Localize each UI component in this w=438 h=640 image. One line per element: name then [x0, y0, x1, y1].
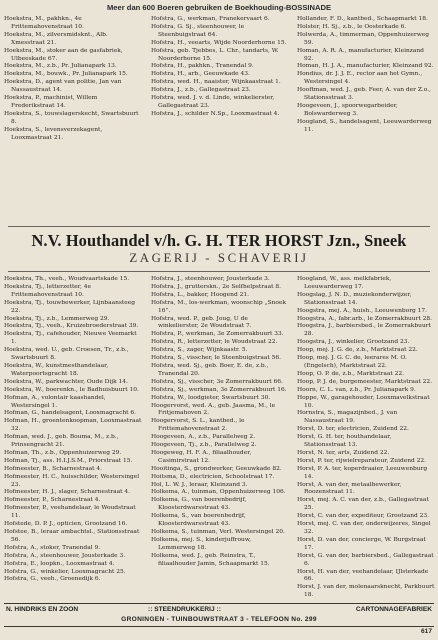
directory-entry: Hofstra, geb. Tjebbes, L. Chr., tandarts, W. Noorderhorne 15. [151, 47, 279, 62]
directory-entry: Hofstra, J., schilder N.Sp., Looxmastraat 4. [151, 110, 280, 117]
directory-entry: Hoekstra, W., kunstmesthandelaar, Waterpoortsgracht 18. [4, 362, 109, 377]
directory-entry: Hoitsma, D., electricien, Schoolstraat 17. [151, 473, 275, 480]
directory-entry: Hoekstra, wed. U., geb. Croesen, Tr., z.b., Swartsbuurt 8. [4, 347, 129, 362]
printer-footer [4, 603, 434, 627]
ad-tagline: ZAGERIJ - SCHAVERIJ [129, 251, 309, 265]
directory-entry: Hoekstra, Tj., touwbewerker, Lijnbaansteeg 22. [4, 299, 136, 314]
directory-entry: Hornstra, S., magazijnbed., J. van Nassaustraat 19. [297, 410, 398, 425]
directory-entry: Hoogstra, J., barbiersbed., le Zomerrakbuurt 28. [297, 323, 431, 338]
bottom-column-2 [151, 276, 288, 569]
directory-entry: Hofstra, G., winkelier, Looxmagracht 25. [4, 568, 126, 575]
directory-entry: Horst, D. van der, concierge, W. Burgstraat 17. [297, 536, 426, 551]
directory-entry: Hoekstra, M., z.b., Pr. Julianapark 13. [4, 63, 117, 70]
footer-line-1 [4, 606, 434, 615]
directory-entry: Hofstra, G., werkman, Franekervaart 6. [151, 16, 270, 22]
footer-printer-name: N. HINDRIKS EN ZOON [6, 606, 79, 613]
directory-entry: Horst, C. van der, expediteur, Grootzand 23. [297, 513, 430, 520]
directory-entry: Hofman, H., groentenkoopman, Looxmastraat 32. [4, 418, 142, 433]
directory-entry: Hofstra, H., veearts, Wijde Noorderhorne 15. [151, 39, 287, 46]
directory-entry: Holkema, A., tuinman, Oppenhuizerweg 106. [151, 489, 286, 496]
directory-entry: Hofman, Th., z.b., Oppenhuizerweg 29. [4, 449, 122, 456]
directory-entry: Hondius, dr. J. J. E., rector aan het Gymn., Westersingel 4. [297, 71, 423, 86]
top-column-2 [151, 16, 287, 119]
footer-service-2: CARTONNAGEFABRIEK [355, 606, 432, 613]
directory-entry: Hofstra, M., los-werkman, woonschip „Snoek 16”. [151, 299, 287, 314]
directory-entry: Hoekstra, D., agent van politie, Jan van Nassaustraat 14. [4, 79, 122, 94]
directory-entry: Hoekstra, Tj., letterzetter, 4e Frittemahovenstraat 10. [4, 283, 91, 298]
directory-entry: Hofmeester, P., Scharnestraat 4. [4, 497, 101, 504]
page-number: 617 [420, 628, 432, 635]
directory-entry: Hofstra, W., loodgieter, Swartsbuurt 30. [151, 394, 271, 401]
directory-entry: Holkema, mej. S., kinderjuffrouw, Lemmerweg 18. [151, 536, 252, 551]
directory-entry: Hofstra, S., zager, Wijnkaastr. 5. [151, 347, 248, 354]
directory-entry: Hofstra, P., werkman, 3e Zomerrakbuurt 33. [151, 331, 284, 338]
directory-entry: Hoekstra, Tj., cafehouder, Nieuwe Veemarkt 1. [4, 331, 137, 346]
directory-entry: Horst, mej. A. C. van der, z.b., Gallegastraat 25. [297, 497, 429, 512]
bottom-column-1 [4, 276, 142, 584]
directory-entry: Hoogervorst, S. L., kantbed., le Frittemahovenstraat 2. [151, 418, 245, 433]
ad-top-rule [8, 226, 430, 227]
directory-entry: Holkema, wed. J., geb. Reinstra, T., filiaalhouder Jamin, Schaapmarkt 15. [151, 552, 270, 567]
directory-entry: Hofstra, E., loopkn., Looxmastraat 4. [4, 560, 115, 567]
directory-entry: Holkema, G., van boerenbedrijf, Kloosterdwarsstraat 43. [151, 497, 247, 512]
directory-entry: Hofstra, A., stoker, Tranendal 9. [4, 544, 101, 551]
directory-entry: Horst, P. ter, rijwielreparateur, Zuidend 22. [297, 457, 427, 464]
directory-entry: Hoogstra, J., winkelier, Grootzand 23. [297, 339, 410, 346]
directory-entry: Hoekstra, S., touwslagerskecht, Swartsbuurt 8. [4, 110, 139, 125]
directory-entry: Hofstra, S., visscher, le Steenbuigstraat 56. [151, 355, 281, 362]
directory-entry: Hoekstra, M., zilversmidsknt., Alb. Xmesstraat 21. [4, 31, 108, 46]
directory-entry: Hoogland, W., ass. melkfabriek, Leeuwarderweg 17. [297, 276, 392, 290]
footer-service: :: STEENDRUKKERIJ :: [148, 606, 221, 613]
directory-entry: Hoogland, S., handelsagent, Leeuwarderweg 11. [297, 118, 432, 133]
directory-entry: Hoekstra, Th., veeh., Woudvaartskade 15. [4, 276, 130, 282]
directory-entry: Hollander, F. D., kantbed., Schaapmarkt 18. [297, 16, 428, 22]
directory-entry: Horst, G. H. ter, houthandelaar, Stationsstraat 13. [297, 434, 392, 449]
directory-entry: Horst, H. van der, veehandelaar, IJlsterkade 66. [297, 568, 429, 583]
directory-entry: Hoekstra, P., machinist, Willem Frederikstraat 14. [4, 95, 98, 109]
directory-entry: Hoekstra, W., boerenkn., le Badhuisbuurt 10. [4, 386, 139, 393]
directory-entry: Hofstra, wed. H., naaister, Wijnkaastraat 1. [151, 79, 281, 86]
directory-entry: Hoop, mej. J. G. C. de, leerares M. O. (Engelsch), Marktstraat 22. [297, 355, 407, 369]
directory-entry: Hofman, wed. J., geb. Bouma, M., z.b., Prinsengracht 21. [4, 434, 119, 449]
top-column-1 [4, 16, 142, 143]
directory-entry: Hoop, P. J. de, burgemeester, Marktstraat 22. [297, 378, 433, 385]
directory-entry: Hofstra, H., pakhkn., Tranendal 9. [151, 63, 254, 70]
advertisement [0, 226, 438, 272]
directory-entry: Hofstra, wed. J. v. d. Linde, winkelierster, Gallegastraat 23. [151, 95, 275, 109]
directory-entry: Hoekstra, M., bouwk., Pr. Julianapark 15. [4, 71, 128, 78]
directory-entry: Hoop, mej. J. G. de, z.b., Marktstraat 22. [297, 347, 418, 354]
directory-entry: Holkema, S., van boerenbedrijf, Kloosterdwarsstraat 43. [151, 513, 246, 528]
directory-entry: Hofstra, wed. Sj., geb. Boer, E. de, z.b., Tranendal 20. [151, 362, 269, 377]
directory-entry: Hofstra, A., steenhouwer, Jousterkade 3. [4, 552, 126, 559]
directory-entry: Hoogeweg, H. F. A., filiaalhouder, Casimirstraat 12. [151, 449, 252, 464]
directory-entry: Hoppe, W., garagehouder, Looxmavelkstraat 10. [297, 394, 430, 409]
directory-entry: Hoogervorst, wed. A., geb. Jaasma, M., le Fritjemahoven 2. [151, 402, 276, 417]
directory-entry: Hofman, Tj., ass. H.I.J.S.M., Priorstraat 15. [4, 457, 133, 464]
bottom-column-3 [297, 276, 435, 600]
directory-entry: Horst, N. ter, arts, Zuidend 22. [297, 449, 390, 456]
directory-entry: Hoogeveen, Tj., z.b., Parallelweg 2. [151, 442, 257, 449]
directory-entry: Hofmeester, B., Scharnestraat 4. [4, 465, 102, 472]
directory-entry: Hofstra, G., veeh., Groenedijk 6. [4, 576, 101, 583]
directory-entry: Hofstra, J., grutterskn., 2e Selfhelpstraat 8. [151, 283, 281, 290]
directory-entry: Hoogeveen, A., z.b., Parallelweg 2. [151, 434, 256, 441]
directory-entry: Hofman, A., volontair kaashandel, Westersingel 1. [4, 394, 106, 409]
directory-entry: Hofstra, H., arb., Geeuwkade 43. [151, 71, 250, 78]
directory-entry: Hofstra, Sj., visscher, 3e Zomerrakbuurt 66. [151, 378, 283, 385]
directory-entry: Hofstra, J., steenhouwer, Jousterkade 3. [151, 276, 270, 282]
directory-entry: Hofstra, G. Sj., steenhouwer, le Steenbuigstraat 64. [151, 23, 245, 38]
directory-entry: Hoogstra, A., fabr.arb., le Zomerrakbuurt 28. [297, 315, 433, 322]
directory-entry: Hoekstra, M., pakhkn., 4e Frittemahovenstraat 10. [4, 16, 84, 30]
directory-entry: Hoekstra, S., levensverzekagent, Looxmastraat 21. [4, 126, 103, 141]
directory-entry: Hoogstra, mej. A., huish., Leeuwenborg 17. [297, 307, 428, 314]
directory-entry: Hoorn, C. L. van, z.b., Pr. Julianapark 9. [297, 386, 416, 393]
directory-entry: Hoekstra, Tj., veeh., Kruizebroederstraat 39. [4, 323, 139, 330]
top-column-3 [297, 16, 435, 135]
directory-entry: Hofstra, L., bakker, Hoogend 21. [151, 291, 249, 298]
directory-entry: Horst, P. A. ter, koperdraaier, Leeuwenburg 14. [297, 465, 428, 480]
top-banner: Meer dan 600 Boeren gebruiken de Boekhouding-BOSSINADE [106, 3, 332, 12]
directory-entry: Hofmeester, H. J., slager, Scharnestraat 4. [4, 489, 131, 496]
directory-entry: Hofstra, Sj., werkman, 3e Zomerrakbuurt 16. [151, 386, 287, 393]
directory-entry: Hooitinga, S., grondwerker, Geeuwkade 82. [151, 465, 282, 472]
directory-entry: Hoop, O. P. de, z.b., Marktstraat 22. [297, 370, 404, 377]
directory-entry: Horst, J. van der, molenaarsknecht, Parkbuurt 18. [297, 584, 435, 599]
directory-entry: Hofmeester, H. C., huisschilder, Westersingel 23. [4, 473, 140, 488]
directory-entry: Hoekstra, Tj., z.b., Lemmerweg 29. [4, 315, 110, 322]
directory-entry: Hol, L. W. J., leraar, Kleinzand 3. [151, 481, 248, 488]
directory-entry: Hofman, G., handelsagent, Looxmagracht 6. [4, 410, 137, 417]
directory-entry: Homan, H. J. A., manufacturier, Kleinzand 92. [297, 63, 434, 70]
ad-company-name: N.V. Houthandel v/h. G. H. TER HORST Jzn., Sneek [31, 231, 407, 250]
directory-entry: Hoogeveen, J., spoorwegarbeider, Bolswarderweg 3. [297, 102, 398, 117]
directory-entry: Horst, D. ter, electricien, Zuidend 22. [297, 426, 409, 433]
directory-entry: Hofstee, B., leraar ambachtsl., Stationsstraat 56. [4, 529, 140, 543]
directory-entry: Hooftman, wed. J., geb. Feer, A. van der Z.o., Stationsstraat 3. [297, 87, 431, 102]
directory-entry: Hoogslag, J. N. D., muziekonderwijzer, Stationsstraat 14. [297, 291, 412, 306]
directory-entry: Holwerda, A., timmerman, Oppenhuizerweg 59. [297, 31, 429, 46]
directory-entry: Hofstra, R., letterzetter, le Woudstraat 22. [151, 339, 278, 346]
directory-entry: Hofstra, wed. P., geb. Joug, U de winkelierster, 2e Woudstraat 7. [151, 315, 252, 330]
directory-entry: Hoekstra, M., stoker aan de gasfabriek, Ulbeeskade 67. [4, 47, 123, 62]
directory-entry: Holster, H. Sj., z.b., le Oosterkade 6. [297, 23, 407, 30]
directory-entry: Hofstra, J., z.b., Gallegastraat 23. [151, 87, 251, 94]
directory-entry: Hoekstra, W., parkwachter, Oude Dijk 14. [4, 378, 128, 385]
directory-entry: Homan, A. R. A., manufacturier, Kleinzand 92. [297, 47, 424, 62]
footer-address: GRONINGEN - TUINBOUWSTRAAT 3 - TELEFOON No. 299 [121, 616, 317, 623]
ad-bottom-rule [8, 271, 430, 272]
directory-entry: Horst, A. van der, metaalbewerker, Roozenstraat 11. [297, 481, 402, 496]
directory-entry: Horst, mej. C. van der, onderwijzeres, Singel 32. [297, 521, 431, 535]
directory-entry: Holkema, S., tuinman, Verl. Westersingel 20. [151, 529, 285, 535]
directory-entry: Hofstede, D. P. J., opticien, Grootzand 16. [4, 521, 128, 528]
directory-entry: Hofmeester, P., veehandelaar, le Woudstraat 11. [4, 505, 136, 520]
directory-entry: Horst, G. van der, barbiersbed., Gallegastraat 6. [297, 552, 434, 567]
